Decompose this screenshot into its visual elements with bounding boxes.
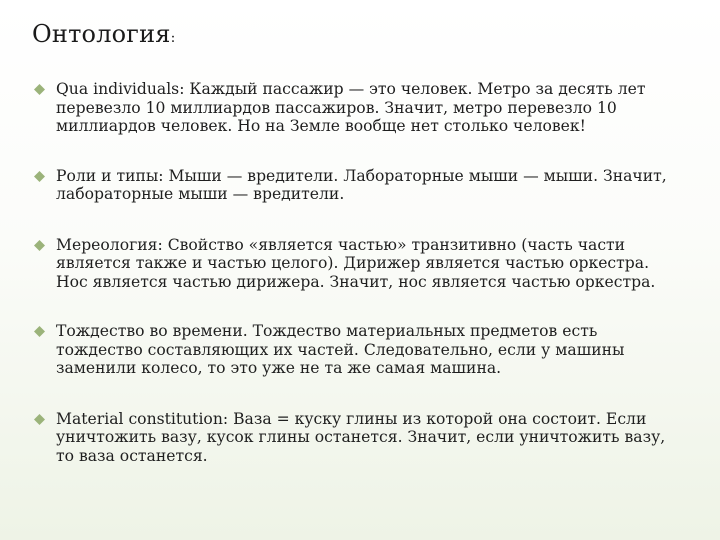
diamond-bullet-icon [34, 240, 45, 251]
diamond-bullet-icon [34, 84, 45, 95]
slide-title-text: Онтология [32, 20, 171, 48]
bullet-item [34, 80, 684, 136]
bullet-item [34, 322, 684, 378]
diamond-bullet-icon [34, 171, 45, 182]
slide-title [32, 20, 176, 48]
bullet-item [34, 167, 684, 204]
bullet-text: Мереология: Свойство «является частью» транзитивно (часть части является также и частью целого). Дирижер является частью оркестра. Нос является частью дирижера. Значит, нос является частью оркестра. [56, 235, 656, 291]
bullet-text: Тождество во времени. Тождество материальных предметов есть тождество составляющих их частей. Следовательно, если у машины заменили колесо, то это уже не та же самая машина. [56, 322, 625, 377]
bullet-item [34, 236, 684, 292]
bullet-list [34, 80, 684, 496]
bullet-text: Qua individuals: Каждый пассажир — это человек. Метро за десять лет перевезло 10 миллиардов пассажиров. Значит, метро перевезло 10 миллиардов человек. Но на Земле вообще нет столько человек! [56, 80, 646, 135]
bullet-text: Material constitution: Ваза = куску глины из которой она состоит. Если уничтожить вазу, кусок глины останется. Значит, если уничтожить вазу, то ваза останется. [56, 409, 666, 465]
diamond-bullet-icon [34, 326, 45, 337]
bullet-item [34, 410, 684, 466]
diamond-bullet-icon [34, 414, 45, 425]
slide-title-colon: : [170, 30, 176, 46]
bullet-text: Роли и типы: Мыши — вредители. Лабораторные мыши — мыши. Значит, лабораторные мыши — вредители. [56, 166, 667, 203]
